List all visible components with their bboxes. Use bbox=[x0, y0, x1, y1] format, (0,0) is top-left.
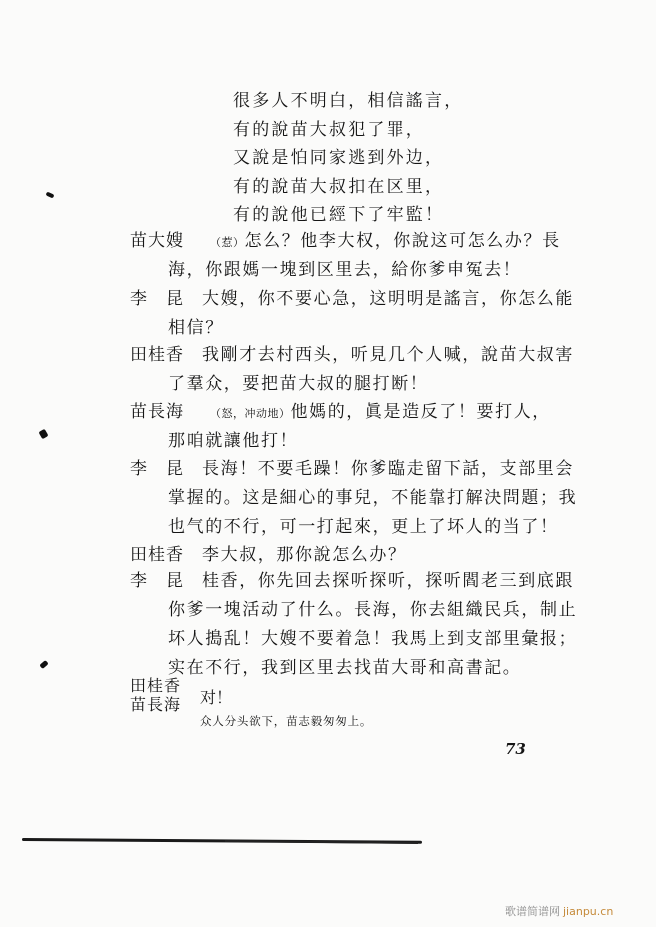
margin-mark bbox=[39, 660, 48, 669]
speaker-name: 田桂香 bbox=[130, 545, 184, 565]
speaker-name: 苗長海 bbox=[130, 695, 182, 714]
stage-direction: 众人分头欲下，苗志毅匆匆上。 bbox=[200, 714, 373, 728]
page-number: 73 bbox=[505, 740, 526, 758]
chorus-speakers bbox=[130, 676, 181, 714]
margin-mark bbox=[46, 191, 55, 198]
dialogue-line: 海，你跟媽一塊到区里去，給你爹申冤去！ bbox=[168, 260, 522, 280]
stage-direction-inline: （惹） bbox=[210, 236, 245, 249]
watermark-cn: 歌谱简谱网 bbox=[505, 905, 560, 918]
dialogue-line: 你爹一塊活动了什么。長海，你去組織民兵，制止 bbox=[168, 600, 578, 620]
verse-line: 又說是怕同家逃到外边， bbox=[233, 148, 445, 168]
speaker-name: 田桂香 bbox=[130, 345, 184, 365]
dialogue-line: 李大叔，那你說怎么办？ bbox=[202, 545, 407, 565]
dialogue-line: 也气的不行，可一打起來，更上了坏人的当了！ bbox=[168, 517, 559, 537]
speaker-name: 李 昆 bbox=[130, 459, 184, 479]
dialogue-entry bbox=[130, 285, 600, 343]
dialogue-line: 坏人搗乱！大嫂不要着急！我馬上到支部里彙报； bbox=[168, 629, 578, 649]
dialogue-entry bbox=[130, 227, 600, 285]
dialogue-line: 他媽的，眞是造反了！要打人， bbox=[290, 402, 551, 422]
dialogue-line: 我剛才去村西头，听見几个人喊，說苗大叔害 bbox=[202, 345, 574, 365]
dialogue-line: 掌握的。这是細心的事兒，不能靠打解決問題；我 bbox=[168, 488, 578, 508]
dialogue-entry bbox=[130, 341, 600, 399]
watermark bbox=[505, 903, 613, 919]
dialogue-entry bbox=[130, 567, 600, 683]
verse-line: 有的說他已經下了牢監！ bbox=[233, 205, 445, 225]
verse-line: 很多人不明白，相信謠言， bbox=[233, 91, 464, 111]
speaker-name: 田桂香 bbox=[130, 676, 182, 695]
dialogue-line: 相信？ bbox=[168, 318, 224, 338]
verse-line: 有的說苗大叔扣在区里， bbox=[233, 176, 445, 197]
dialogue-line: 怎么？他李大权，你說这可怎么办？長 bbox=[244, 231, 561, 251]
dialogue-line: 桂香，你先回去探听探听，探听閻老三到底跟 bbox=[202, 571, 574, 591]
dialogue-line: 实在不行，我到区里去找苗大哥和高書記。 bbox=[168, 658, 522, 678]
dialogue-line: 那咱就讓他打！ bbox=[168, 431, 299, 451]
watermark-latin: jianpu.cn bbox=[563, 905, 614, 918]
verse-line: 有的說苗大叔犯了罪， bbox=[233, 119, 425, 140]
speaker-name: 苗長海 bbox=[130, 402, 184, 422]
margin-mark bbox=[38, 429, 48, 439]
dialogue-entry bbox=[130, 398, 600, 456]
dialogue-line: 大嫂，你不要心急，这明明是謠言，你怎么能 bbox=[202, 289, 574, 309]
chorus-line: 对！ bbox=[200, 688, 233, 707]
dialogue-line: 了羣众，要把苗大叔的腿打断！ bbox=[168, 374, 429, 394]
song-verse bbox=[233, 87, 463, 230]
dialogue-entry bbox=[130, 541, 600, 570]
speaker-name: 李 昆 bbox=[130, 289, 184, 309]
stage-direction-inline: （怒，冲动地） bbox=[210, 407, 291, 420]
dialogue-line: 長海！不要毛躁！你爹臨走留下話，支部里会 bbox=[202, 459, 574, 479]
speaker-name: 李 昆 bbox=[130, 571, 184, 591]
speaker-name: 苗大嫂 bbox=[130, 231, 184, 251]
dialogue-entry bbox=[130, 455, 600, 542]
